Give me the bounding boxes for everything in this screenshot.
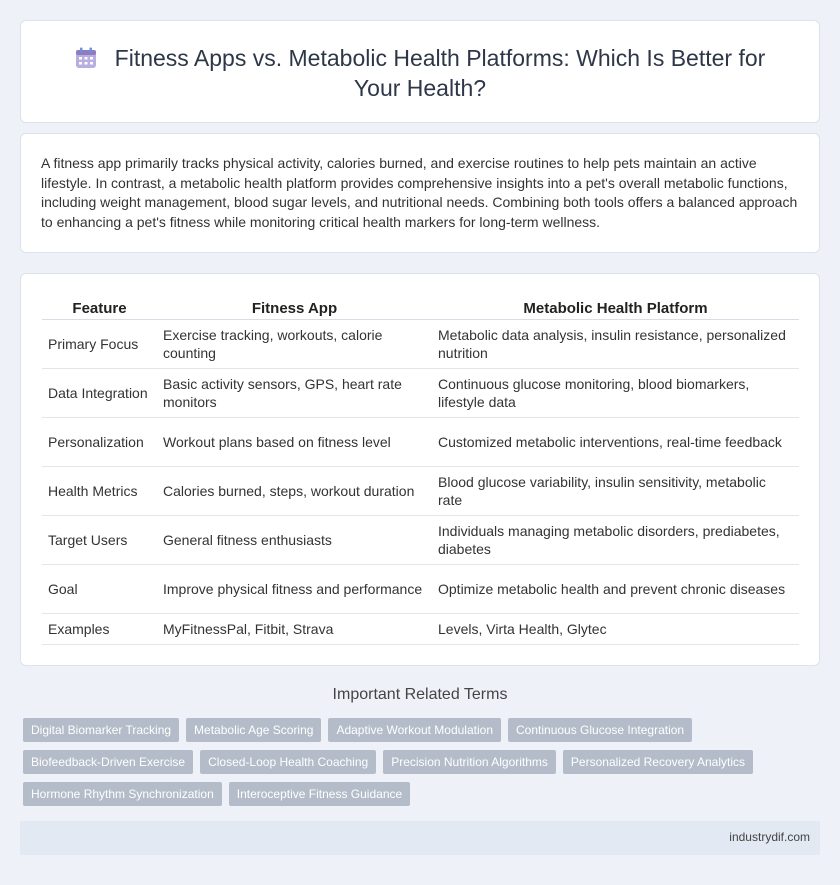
related-term-tag[interactable]: Metabolic Age Scoring — [186, 718, 321, 742]
table-cell: Improve physical fitness and performance — [157, 564, 432, 613]
table-cell: Health Metrics — [42, 466, 157, 515]
table-cell: Blood glucose variability, insulin sensitivity, metabolic rate — [432, 466, 799, 515]
table-cell: Individuals managing metabolic disorders, prediabetes, diabetes — [432, 515, 799, 564]
table-cell: Goal — [42, 564, 157, 613]
related-terms-list — [23, 718, 813, 814]
table-cell: Calories burned, steps, workout duration — [157, 466, 432, 515]
tag-row — [23, 718, 813, 742]
related-term-tag[interactable]: Precision Nutrition Algorithms — [383, 750, 556, 774]
footer-site-link[interactable]: industrydif.com — [729, 830, 810, 844]
related-term-tag[interactable]: Closed-Loop Health Coaching — [200, 750, 376, 774]
intro-card — [20, 133, 820, 253]
page-title-row — [21, 43, 819, 103]
tag-row — [23, 750, 813, 774]
table-cell: MyFitnessPal, Fitbit, Strava — [157, 613, 432, 644]
table-cell: Personalization — [42, 417, 157, 466]
related-term-tag[interactable]: Digital Biomarker Tracking — [23, 718, 179, 742]
table-cell: Continuous glucose monitoring, blood biomarkers, lifestyle data — [432, 368, 799, 417]
column-header: Feature — [42, 292, 157, 319]
table-cell: Primary Focus — [42, 319, 157, 368]
table-row — [42, 613, 799, 644]
related-term-tag[interactable]: Adaptive Workout Modulation — [328, 718, 501, 742]
tag-row — [23, 782, 813, 806]
footer — [20, 821, 820, 855]
table-cell: Customized metabolic interventions, real-time feedback — [432, 417, 799, 466]
page-title: Fitness Apps vs. Metabolic Health Platforms: Which Is Better for Your Health? — [114, 45, 766, 101]
calendar-icon — [75, 46, 97, 68]
table-row — [42, 319, 799, 368]
table-row — [42, 466, 799, 515]
header-card — [20, 20, 820, 123]
related-term-tag[interactable]: Hormone Rhythm Synchronization — [23, 782, 222, 806]
table-row — [42, 515, 799, 564]
table-cell: General fitness enthusiasts — [157, 515, 432, 564]
table-cell: Levels, Virta Health, Glytec — [432, 613, 799, 644]
table-cell: Optimize metabolic health and prevent chronic diseases — [432, 564, 799, 613]
related-term-tag[interactable]: Continuous Glucose Integration — [508, 718, 692, 742]
intro-paragraph: A fitness app primarily tracks physical activity, calories burned, and exercise routines to help pets maintain an active lifestyle. In contrast, a metabolic health platform provides comprehensive insights into a pet's overall metabolic functions, including weight management, blood sugar levels, and nutritional needs. Combining both tools offers a balanced approach to enhancing a pet's fitness while monitoring critical health markers for long-term wellness. — [41, 155, 798, 230]
table-cell: Basic activity sensors, GPS, heart rate monitors — [157, 368, 432, 417]
column-header: Fitness App — [157, 292, 432, 319]
comparison-table-card — [20, 273, 820, 666]
table-row — [42, 417, 799, 466]
table-cell: Target Users — [42, 515, 157, 564]
related-term-tag[interactable]: Interoceptive Fitness Guidance — [229, 782, 410, 806]
table-cell: Exercise tracking, workouts, calorie counting — [157, 319, 432, 368]
table-row — [42, 564, 799, 613]
related-terms-title: Important Related Terms — [332, 686, 508, 703]
related-term-tag[interactable]: Biofeedback-Driven Exercise — [23, 750, 193, 774]
related-term-tag[interactable]: Personalized Recovery Analytics — [563, 750, 753, 774]
column-header: Metabolic Health Platform — [432, 292, 799, 319]
table-cell: Examples — [42, 613, 157, 644]
table-row — [42, 368, 799, 417]
table-header-row — [42, 292, 799, 319]
table-cell: Data Integration — [42, 368, 157, 417]
comparison-table — [42, 292, 799, 645]
table-cell: Metabolic data analysis, insulin resistance, personalized nutrition — [432, 319, 799, 368]
table-cell: Workout plans based on fitness level — [157, 417, 432, 466]
